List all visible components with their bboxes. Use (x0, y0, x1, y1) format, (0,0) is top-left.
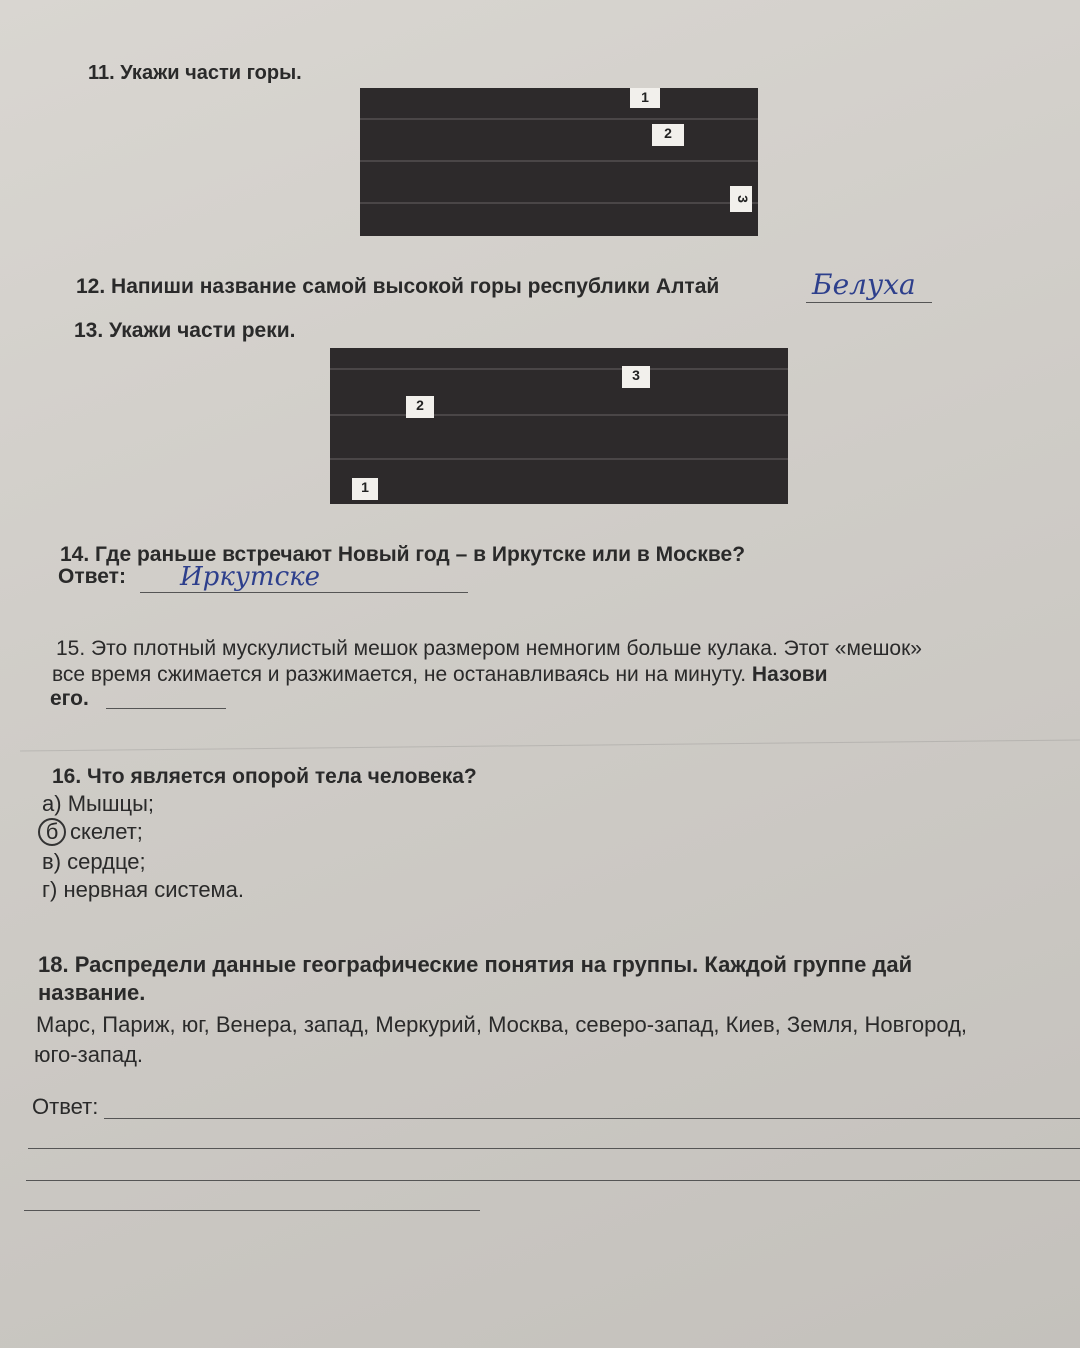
question-12: 12. Напиши название самой высокой горы республики Алтай (76, 275, 720, 298)
mountain-label-3: 3 (730, 186, 752, 212)
option-b: б скелет; (38, 818, 143, 846)
option-v: в) сердце; (42, 849, 146, 874)
handwritten-answer-12: Белуха (812, 268, 916, 301)
question-16: 16. Что является опорой тела человека? (52, 765, 477, 788)
bleed-through-line (20, 739, 1080, 751)
option-a: а) Мышцы; (42, 791, 155, 816)
river-image (330, 348, 788, 504)
answer-line-15 (106, 708, 226, 709)
answer-label-14: Ответ: (58, 565, 126, 588)
mountain-image (360, 88, 758, 236)
mountain-label-1: 1 (630, 88, 660, 108)
answer-line-18-2 (28, 1148, 1080, 1149)
question-18-title-line-2: название. (38, 980, 146, 1005)
answer-line-18-1 (104, 1118, 1080, 1119)
answer-line-18-3 (26, 1180, 1080, 1181)
question-18-list-line-1: Марс, Париж, юг, Венера, запад, Меркурий, Москва, северо-запад, Киев, Земля, Новгород, (36, 1012, 968, 1037)
mountain-label-2: 2 (652, 124, 684, 146)
river-label-3: 3 (622, 366, 650, 388)
question-11: 11. Укажи части горы. (88, 62, 302, 84)
question-14: 14. Где раньше встречают Новый год – в Иркутске или в Москве? (60, 543, 746, 566)
option-g: г) нервная система. (42, 877, 245, 902)
question-15-line-3: его. (50, 687, 89, 710)
answer-line-18-4 (24, 1210, 480, 1211)
question-15-line-1: 15. Это плотный мускулистый мешок размером немногим больше кулака. Этот «мешок» (56, 637, 922, 660)
question-13: 13. Укажи части реки. (74, 319, 296, 342)
river-label-2: 2 (406, 396, 434, 418)
circled-answer-mark: б (38, 818, 66, 846)
answer-line-14 (140, 592, 468, 593)
answer-label-18: Ответ: (32, 1094, 99, 1119)
river-label-1: 1 (352, 478, 378, 500)
question-15-line-2: все время сжимается и разжимается, не останавливаясь ни на минуту. Назови (52, 663, 828, 686)
question-18-title-line-1: 18. Распредели данные географические понятия на группы. Каждой группе дай (38, 952, 913, 977)
question-18-list-line-2: юго-запад. (34, 1042, 144, 1067)
answer-line-12 (806, 302, 932, 303)
handwritten-answer-14: Иркутске (180, 562, 321, 592)
